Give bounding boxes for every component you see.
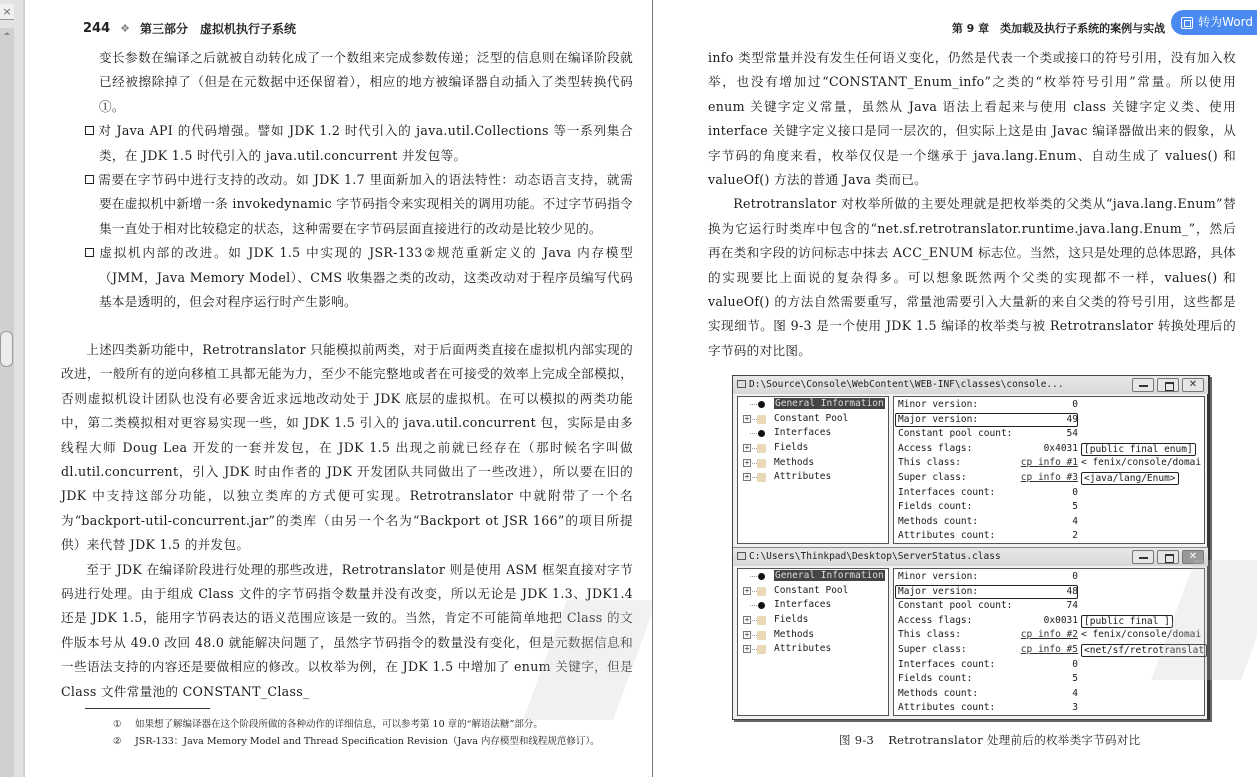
tree-item-interfaces: Interfaces <box>738 598 888 613</box>
bullet-icon <box>758 430 765 437</box>
folder-icon <box>757 473 766 482</box>
expand-icon: + <box>744 443 750 453</box>
folder-icon <box>757 587 766 596</box>
part-title: 第三部分 虚拟机执行子系统 <box>140 22 297 36</box>
bullet-icon <box>758 602 765 609</box>
expand-icon: + <box>744 457 750 467</box>
folder-icon <box>757 645 766 654</box>
prop-methods-count: Methods count: 4 <box>898 515 1078 527</box>
tree-item-attributes: + Attributes <box>744 471 832 483</box>
folder-icon <box>757 459 766 468</box>
prop-interfaces-count: Interfaces count: 0 <box>898 658 1078 670</box>
right-page <box>653 0 1257 777</box>
prop-this-class: This class: cp info #1 < fenix/console/domai <box>898 457 1202 469</box>
tree-item-fields: + Fields <box>744 614 809 626</box>
checkbox-bullet-icon <box>85 248 94 257</box>
prop-attributes-count: Attributes count: 3 <box>898 702 1078 714</box>
window-titlebar: D:\Source\Console\WebContent\WEB-INF\classes\console... <box>733 376 1208 394</box>
prop-access-flags: Access flags: 0x0031 [public final ] <box>894 614 1204 629</box>
tree-item-interfaces: Interfaces <box>738 426 888 441</box>
bullet-icon <box>758 401 765 408</box>
window-app-icon <box>737 380 746 388</box>
bullet-item: 需要在字节码中进行支持的改动。如 JDK 1.7 里面新加入的语法特性：动态语言支持，就需要在虚拟机中新增一条 invokedynamic 字节码指令来实现相关的调用功能。不过字节码指令集一直处于相对比较稳定的状态，这种需要在字节码层面直接进行的改动是比较少见的。 <box>85 168 633 241</box>
tree-item-constant-pool: + Constant Pool <box>744 584 849 596</box>
text-block <box>708 46 1236 363</box>
convert-to-word-button[interactable]: 转为Word <box>1171 10 1257 35</box>
expand-icon: + <box>744 644 750 654</box>
prop-minor-version: Minor version: 0 <box>898 399 1078 410</box>
figure-9-3 <box>732 375 1210 720</box>
tree-item-constant-pool: + Constant Pool <box>744 412 849 424</box>
class-viewer-window-before <box>733 376 1208 546</box>
sidebar-close-button[interactable] <box>0 4 14 20</box>
figure-caption: 图 9-3 Retrotranslator 处理前后的枚举类字节码对比 <box>839 733 1141 747</box>
tree-item-attributes: + Attributes <box>744 643 832 655</box>
prop-major-version: Major version: 48 <box>894 585 1204 600</box>
expand-icon: + <box>744 629 750 639</box>
page-number: 244 <box>83 21 111 36</box>
prop-major-version: Major version: 49 <box>894 413 1204 428</box>
prop-attributes-count: Attributes count: 2 <box>898 530 1078 542</box>
footnote: ② JSR-133：Java Memory Model and Thread Specification Revision（Java 内存模型和线程规范修订）。 <box>113 736 600 747</box>
prop-constant-pool-count: Constant pool count: 74 <box>898 600 1078 612</box>
close-icon: × <box>2 5 12 18</box>
properties-panel <box>893 568 1205 716</box>
class-viewer-window-after <box>733 547 1208 717</box>
page-header <box>952 20 1181 36</box>
footnote-divider <box>85 708 210 709</box>
prop-fields-count: Fields count: 5 <box>898 673 1078 685</box>
paragraph: info 类型常量并没有发生任何语义变化，仍然是代表一个类或接口的符号引用，没有加入枚举，也没有增加过“CONSTANT_Enum_info”之类的“枚举符号引用”常量。所以使用 enum 关键字定义常量，虽然从 Java 语法上看起来与使用 class 关键字定义类、使用 interface 关键字定义接口是同一层次的，但实际上这是由 Javac 编译器做出来的假象，从字节码的角度来看，枚举仅仅是一个继承于 java.lang.Enum、自动生成了 values() 和 valueOf() 方法的普通 Java 类而已。 <box>708 50 1236 188</box>
close-icon: ✕ <box>1182 550 1204 564</box>
window-titlebar: C:\Users\Thinkpad\Desktop\ServerStatus.class <box>733 548 1208 566</box>
chapter-title: 第 9 章 类加载及执行子系统的案例与实战 <box>951 22 1166 35</box>
expand-icon: + <box>744 585 750 595</box>
bullet-item: 虚拟机内部的改进。如 JDK 1.5 中实现的 JSR-133②规范重新定义的 Java 内存模型（JMM，Java Memory Model）、CMS 收集器之类的改动，这类改动对于程序员编写代码基本是透明的，但会对程序运行时产生影响。 <box>85 241 633 314</box>
folder-icon <box>757 631 766 640</box>
paragraph: 至于 JDK 在编译阶段进行处理的那些改进，Retrotranslator 则是使用 ASM 框架直接对字节码进行处理。由于组成 Class 文件的字节码指令数量并没有改变，所以无论是 JDK 1.3、JDK1.4 还是 JDK 1.5，能用字节码表达的语义范围应该是一致的。当然，肯定不可能简单地把 Class 的文件版本号从 49.0 改回 48.0 就能解决问题了，虽然字节码指令的数量没有变化，但是元数据信息和一些语法支持的内容还是要做相应的修改。以枚举为例，在 JDK 1.5 中增加了 enum 关键字，但是 Class 文件常量池的 CONSTANT_Class_ <box>61 561 633 699</box>
page-header <box>83 20 296 37</box>
properties-panel <box>893 396 1205 544</box>
tree-item-methods: + Methods <box>744 628 815 640</box>
sidebar-scrollbar[interactable] <box>0 28 14 777</box>
paragraph: 上述四类新功能中，Retrotranslator 只能模拟前两类，对于后面两类直接在虚拟机内部实现的改进，一般所有的逆向移植工具都无能为力，至少不能完整地或者在可接受的效率上完成全部模拟，否则虚拟机设计团队也没有必要舍近求远地改动处于 JDK 底层的虚拟机。在可以模拟的两类功能中，第二类模拟相对更容易实现一些，如 JDK 1.5 引入的 java.util.concurrent 包，实际是由多线程大师 Doug Lea 开发的一套并发包，在 JDK 1.5 出现之前就已经存在（那时候名字叫做 dl.util.concurrent，引入 JDK 时由作者的 JDK 开发团队共同做出了一些改进），所以要在旧的 JDK 中支持这部分功能，以独立类库的方式便可实现。Retrotranslator 中就附带了一个名为“backport-util-concurrent.jar”的类库（由另一个名为“Backport ot JSR 166”的项目所提供）来代替 JDK 1.5 的并发包。 <box>61 342 633 553</box>
text-block <box>85 46 633 314</box>
prop-minor-version: Minor version: 0 <box>898 571 1078 582</box>
expand-icon: + <box>744 472 750 482</box>
tree-item-general-information: General Information <box>738 397 888 412</box>
bullet-icon <box>758 573 765 580</box>
maximize-icon <box>1157 550 1179 564</box>
left-page <box>25 0 652 777</box>
prop-this-class: This class: cp info #2 < fenix/console/domai <box>898 629 1202 641</box>
tree-item-fields: + Fields <box>744 442 809 454</box>
prop-super-class: Super class: cp info #5 <net/sf/retrotranslat <box>894 643 1204 658</box>
prop-super-class: Super class: cp info #3 <java/lang/Enum> <box>894 471 1204 486</box>
window-app-icon <box>737 552 746 560</box>
structure-tree <box>737 568 889 716</box>
checkbox-bullet-icon <box>85 126 94 135</box>
folder-icon <box>757 415 766 424</box>
prop-interfaces-count: Interfaces count: 0 <box>898 486 1078 498</box>
paragraph: 变长参数在编译之后就被自动转化成了一个数组来完成参数传递；泛型的信息则在编译阶段就已经被擦除掉了（但是在元数据中还保留着），相应的地方被编译器自动插入了类型转换代码①。 <box>99 50 633 114</box>
folder-icon <box>757 616 766 625</box>
prop-fields-count: Fields count: 5 <box>898 501 1078 513</box>
close-icon: ✕ <box>1182 378 1204 392</box>
thumbnail-sidebar <box>0 0 24 777</box>
footnote: ① 如果想了解编译器在这个阶段所做的各种动作的详细信息，可以参考第 10 章的“解语法糖”部分。 <box>113 719 543 730</box>
footnotes <box>113 716 600 750</box>
bullet-item: 对 Java API 的代码增强。譬如 JDK 1.2 时代引入的 java.util.Collections 等一系列集合类，在 JDK 1.5 时代引入的 java.util.concurrent 并发包等。 <box>85 119 633 168</box>
prop-methods-count: Methods count: 4 <box>898 687 1078 699</box>
prop-access-flags: Access flags: 0x4031 [public final enum] <box>894 442 1204 457</box>
checkbox-bullet-icon <box>85 175 94 184</box>
minimize-icon <box>1132 378 1154 392</box>
minimize-icon <box>1132 550 1154 564</box>
word-convert-icon <box>1181 17 1193 29</box>
tree-item-methods: + Methods <box>744 456 815 468</box>
folder-icon <box>757 444 766 453</box>
ornament-icon: ❖ <box>120 22 131 35</box>
expand-icon: + <box>744 413 750 423</box>
structure-tree <box>737 396 889 544</box>
maximize-icon <box>1157 378 1179 392</box>
scroll-up-arrow-icon[interactable] <box>4 32 10 35</box>
paragraph: Retrotranslator 对枚举所做的主要处理就是把枚举类的父类从“java.lang.Enum”替换为它运行时类库中包含的“net.sf.retrotranslator.runtime.java.lang.Enum_”，然后再在类和字段的访问标志中抹去 ACC_ENUM 标志位。当然，这只是处理的总体思路，具体的实现要比上面说的复杂得多。可以想象既然两个父类的实现都不一样，values() 和 valueOf() 的方法自然需要重写，常量池需要引入大量新的来自父类的符号引用，这些都是实现细节。图 9-3 是一个使用 JDK 1.5 编译的枚举类与被 Retrotranslator 转换处理后的字节码的对比图。 <box>708 196 1236 358</box>
text-block <box>61 338 633 704</box>
expand-icon: + <box>744 615 750 625</box>
prop-constant-pool-count: Constant pool count: 54 <box>898 428 1078 440</box>
tree-item-general-information: General Information <box>738 569 888 584</box>
scrollbar-thumb[interactable] <box>0 331 13 367</box>
window-controls <box>1132 378 1204 392</box>
